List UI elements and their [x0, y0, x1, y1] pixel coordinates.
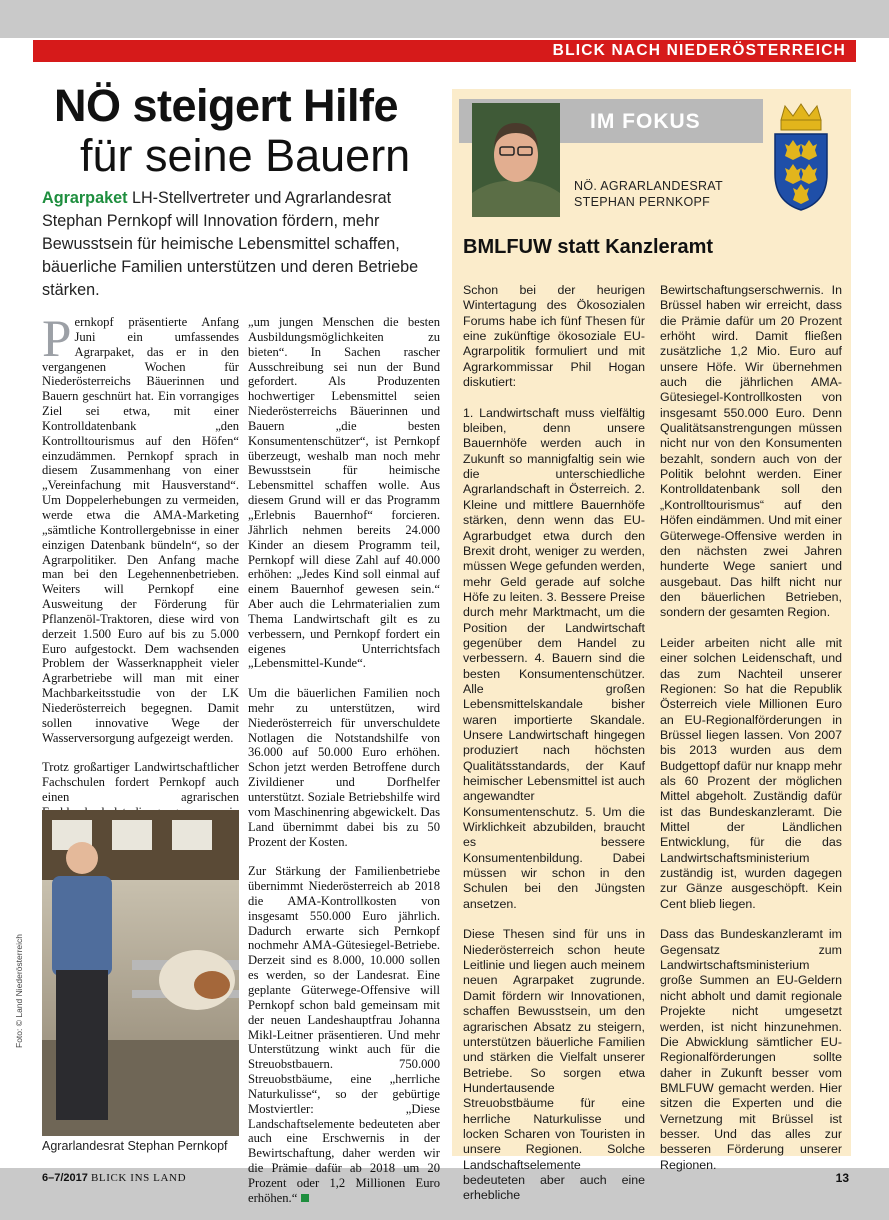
paragraph: „um jungen Menschen die besten Ausbildungsmöglichkeiten zu bieten“. In Sachen rascher Ausschreibung sei nun der Bund gefordert. Als Produzenten hochwertiger Lebensmittel seien Niederösterreichs Bäuerinnen und Bauern „die besten Konsumentenschützer“, ist Pernkopf überzeugt, weshalb man noch mehr Bewusstsein für heimische Lebensmittel schaffen wolle. Aus diesem Grund will er das Programm „Erlebnis Bauernhof“ forcieren. Jährlich nehmen bereits 24.000 Kinder an diesem Programm teil, Pernkopf will diese Zahl auf 40.000 erhöhen: „Jedes Kind soll einmal auf einem Bauernhof gewesen sein.“ Aber auch die Lehrmaterialien zum Thema Landwirtschaft gilt es zu verbessern, und Pernkopf fordert ein eigenes Unterrichtsfach „Lebensmittel-Kunde“. — [248, 315, 440, 671]
paragraph: Schon bei der heurigen Wintertagung des Ökosozialen Forums habe ich fünf Thesen für eine zukünftige ökosoziale EU-Agrarpolitik formuliert und mit Agrarkommissar Phil Hogan diskutiert: — [463, 283, 645, 390]
issue-number: 6–7/2017 — [42, 1172, 88, 1184]
section-title: BLICK NACH NIEDERÖSTERREICH — [552, 42, 846, 59]
portrait-pernkopf — [472, 103, 560, 217]
paragraph: Diese Thesen sind für uns in Niederösterreich schon heute Leitlinie und liegen auch meinem neuen Agrarpaket zugrunde. Damit fördern wir Innovationen, schaffen Bewusstsein, um den agrarischen Absatz zu steigern, unterstützen bäuerliche Familien und stärken die Vielfalt unserer Betriebe. So sorgen etwa Hundertausende Streuobstbäume für eine herrliche Naturkulisse und locken Scharen von Touristen in unsere Regionen. Solche Landschaftselemente bedeuteten aber auch eine erhebliche — [463, 927, 645, 1203]
page-number: 13 — [835, 1171, 849, 1185]
paragraph-text: ernkopf präsentierte Anfang Juni ein umfassendes Agrarpaket, das er in den vergangenen Wochen für Niederösterreichs Bäuerinnen und Bauern geschnürt hat. Ein vorrangiges Ziel sei etwa, mit einer Kontrolldatenbank „den Kontrolltourismus auf den Höfen“ einzudämmen. Pernkopf sprach in diesem Zusammenhang von einer „Vereinfachung mit Hausverstand“. Um Doppelerhebungen zu vermeiden, werde etwa die AMA-Marketing „sämtliche Kontrollergebnisse in einer einzigen Datenbank bündeln“, so der Agrarpolitiker. Den Anfang mache man bei den Legehennenbetrieben. Weiters will Pernkopf eine Ausweitung der Förderung für Pflanzenöl-Traktoren, diese wird von derzeit 1.500 Euro auf bis zu 5.000 Euro aufgestockt. Dem wachsenden Problem der Wasserknappheit vieler Agrarbetriebe will man mit einer Machbarkeitsstudie von der LK Niederösterreich begegnen. Damit sollen innovative Wege der Wasserversorgung aufgezeigt werden. — [42, 315, 239, 745]
role-line-1: NÖ. AGRARLANDESRAT — [574, 179, 723, 193]
article-column-2 — [248, 315, 440, 1220]
intro-text: LH-Stellvertreter und Agrarlandesrat Stephan Pernkopf will Innovation fördern, mehr Bewusstsein für heimische Lebensmittel schaffen, bäuerliche Familien unterstützen und deren Betriebe stärken. — [42, 189, 419, 299]
article-column-1 — [42, 310, 239, 849]
intro-paragraph — [42, 187, 447, 302]
focus-box-title: BMLFUW statt Kanzleramt — [463, 236, 714, 258]
headline-line-2: für seine Bauern — [80, 130, 411, 181]
paragraph: Dass das Bundeskanzleramt im Gegensatz zum Landwirtschaftsministerium große Summen an EU-Geldern nicht abholt und damit regionale Projekte nicht umgesetzt werden, ist nicht hinzunehmen. Die Abwicklung sämtlicher EU-Regionalförderungen sollte daher in Zukunft besser vom BMLFUW gemacht werden. Hier sitzen die Experten und die Vernetzung mit Brüssel ist besser. Und das alles zur besseren Förderung unserer Regionen. — [660, 927, 842, 1172]
paragraph: Trotz großartiger Landwirtschaftlicher Fachschulen fordert Pernkopf auch einen agrarischen — [42, 760, 239, 804]
dropcap: P — [42, 310, 72, 368]
paragraph: Um die bäuerlichen Familien noch mehr zu unterstützen, wird Niederösterreich für unverschuldete Notlagen die Notstandshilfe von 36.000 auf 50.000 Euro erhöhen. Schon jetzt werden Betroffene durch Zivildiener und Dorfhelfer unterstützt. Soziale Betriebshilfe wird vom Maschinenring abgewickelt. Das Land übernimmt dabei bis zu 50 Prozent der Kosten. — [248, 686, 440, 849]
person-role — [574, 178, 774, 210]
photo-credit: Foto: © Land Niederösterreich — [14, 934, 24, 1048]
paragraph: 1. Landwirtschaft muss vielfältig bleiben, denn unsere Bauernhöfe werden auch in Zukunft so mannigfaltig sein wie die unterschiedliche Agrarlandschaft in Österreich. 2. Kleine und mittlere Bauernhöfe stärken, denn wenn das EU-Agrarbudget etwa durch den Brexit droht, weniger zu werden, müssen Wege gefunden werden, mehr Geld gerade auf solche Höfe zu leiten. 3. Bessere Preise durch mehr Marktmacht, um die Position der Landwirtschaft gegenüber dem Handel zu verbessern. 4. Bauern sind die besten Konsumentenschützer. Alle großen Lebensmittelskandale bisher waren importierte Skandale. Unsere Landwirtschaft hingegen produziert nach höchsten Qualitätsstandards, der Kauf heimischer Lebensmittel ist auch angewandter Konsumentenschutz. 5. Um die Wirklichkeit abzubilden, braucht es bessere Konsumentenbildung. Dabei müssen wir schon in den Schulen bei den Jüngsten ansetzen. — [463, 405, 645, 911]
photo-caption: Agrarlandesrat Stephan Pernkopf — [42, 1139, 228, 1153]
paragraph — [42, 310, 239, 745]
footer-issue — [42, 1172, 186, 1184]
focus-column-2 — [660, 283, 842, 1188]
kicker: Agrarpaket — [42, 189, 128, 207]
top-margin — [0, 0, 889, 38]
end-mark-icon — [301, 1194, 309, 1202]
lower-austria-crest-icon — [771, 102, 831, 212]
focus-label: IM FOKUS — [590, 110, 701, 133]
stable-photo-illustration — [42, 810, 239, 1136]
headline-line-1: NÖ steigert Hilfe — [54, 80, 399, 131]
photo-pernkopf-stable — [42, 810, 239, 1136]
focus-column-1 — [463, 283, 645, 1219]
role-line-2: STEPHAN PERNKOPF — [574, 195, 711, 209]
paragraph: Leider arbeiten nicht alle mit einer solchen Leidenschaft, und das zum Nachteil unserer Regionen: So hat die Republik Österreich viele Millionen Euro an EU-Regionalförderungen in Brüssel liegen lassen. Von 2007 bis 2013 wurden aus dem Budgettopf dafür nur knapp mehr als 60 Prozent der möglichen Mittel abgeholt. Zuständig dafür ist das Bundeskanzleramt. Die Mittel der Ländlichen Entwicklung, für die das Landwirtschaftsministerium zuständig ist, wurden dagegen zur Gänze ausgeschöpft. Kein Cent blieb liegen. — [660, 635, 842, 911]
paragraph — [248, 864, 440, 1205]
portrait-illustration — [472, 103, 560, 217]
paragraph: Bewirtschaftungserschwernis. In Brüssel haben wir erreicht, dass die Prämie dafür um 20 Prozent erhöht wird. Damit fließen zusätzliche 1,2 Mio. Euro auf unsere Höfe. Wir übernehmen auch die jährlichen AMA-Gütesiegel-Kontrollkosten von insgesamt 550.000 Euro. Denn Qualitätsanstrengungen müssen nicht nur von den Konsumenten bezahlt, sondern auch von der Politik belohnt werden. Einer Kontrolldatenbank soll den „Kontrolltourismus“ auf den Höfen eindämmen. Und mit einer Güterwege-Offensive werden in den nächsten zwei Jahren hunderte Wege saniert und ausgebaut. Das hilft nicht nur den bäuerlichen Betrieben, sondern der gesamten Region. — [660, 283, 842, 620]
paragraph-text: Zur Stärkung der Familienbetriebe übernimmt Niederösterreich ab 2018 die AMA-Kontrollkosten von insgesamt 550.000 Euro jährlich. Dadurch erwarte sich Pernkopf nochmehr AMA-Gütesiegel-Betriebe. Derzeit sind es 8.000, 10.000 sollen es werden, so der Landesrat. Eine geplante Güterwege-Offensive will Pernkopf schon bald gemeinsam mit der neuen Landeshauptfrau Johanna Mikl-Leitner präsentieren. Und mehr Unterstützung winkt auch für die Streuobstbauern. 750.000 Streuobstbäume, eine „herrliche Naturkulisse“, so der gebürtige Mostviertler: „Diese Landschaftselemente bedeuteten aber auch eine Erschwernis in der Bewirtschaftung, daher werden wir die Prämie dafür ab 2018 um 20 Prozent oder 1,2 Millionen Euro erhöhen.“ — [248, 864, 440, 1205]
magazine-name: BLICK INS LAND — [90, 1172, 187, 1184]
